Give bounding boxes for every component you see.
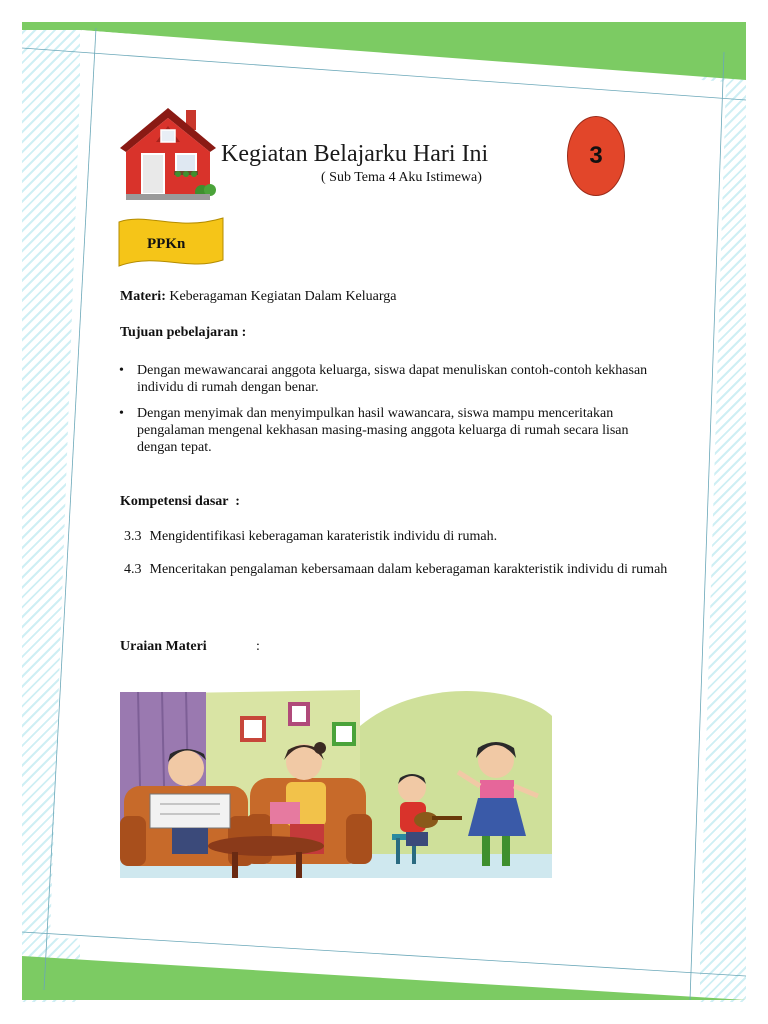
uraian-colon: :	[256, 639, 260, 654]
tujuan-list	[119, 362, 659, 465]
materi-label: Materi:	[120, 289, 166, 304]
kompetensi-number: 3.3	[124, 529, 142, 544]
kompetensi-number: 4.3	[124, 562, 142, 577]
kompetensi-text: Menceritakan pengalaman kebersamaan dalam keberagaman karakteristik individu di rumah	[149, 562, 668, 577]
materi-line	[120, 288, 397, 305]
family-illustration	[120, 686, 552, 878]
kompetensi-heading: Kompetensi dasar :	[120, 494, 240, 509]
lesson-number-badge	[567, 116, 625, 196]
list-item: • Dengan mewawancarai anggota keluarga, siswa dapat menuliskan contoh-contoh kekhasan individu di rumah dengan benar.	[119, 362, 659, 396]
lesson-number: 3	[589, 142, 603, 169]
bottom-green-band	[22, 956, 746, 1000]
kompetensi-item	[124, 528, 664, 545]
uraian-heading: Uraian Materi	[120, 639, 207, 654]
page-title: Kegiatan Belajarku Hari Ini	[221, 141, 489, 167]
kompetensi-item	[124, 561, 678, 578]
subject-label: PPKn	[147, 236, 186, 252]
materi-value: Keberagaman Kegiatan Dalam Keluarga	[169, 289, 397, 304]
house-icon	[118, 108, 218, 202]
page-subtitle: ( Sub Tema 4 Aku Istimewa)	[321, 170, 482, 185]
kompetensi-text: Mengidentifikasi keberagaman karateristik individu di rumah.	[149, 529, 498, 544]
list-item: • Dengan menyimak dan menyimpulkan hasil wawancara, siswa mampu menceritakan pengalaman mengenal kekhasan masing-masing anggota keluarga di rumah secara lisan dengan tepat.	[119, 405, 659, 456]
tujuan-heading: Tujuan pebelajaran :	[120, 325, 247, 340]
